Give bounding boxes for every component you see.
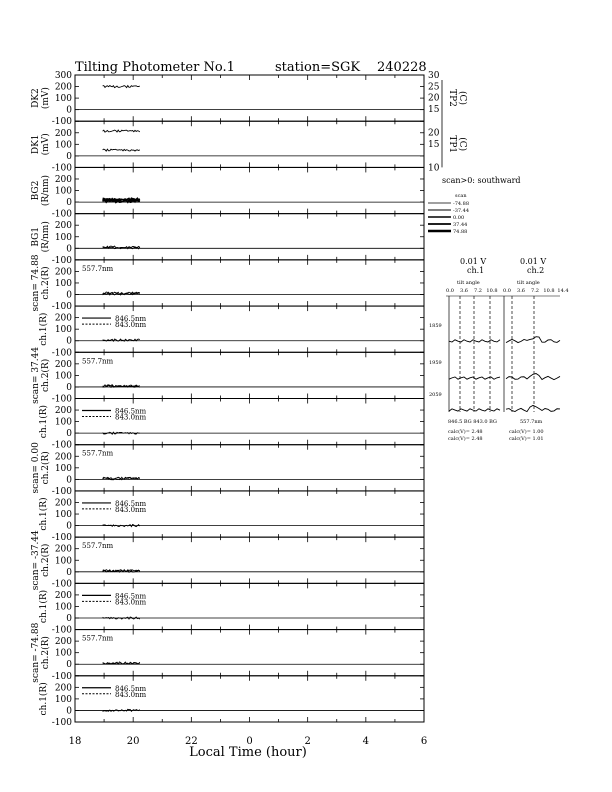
legend-title: scan>0: southward (442, 176, 521, 185)
calc1-b: calc(V)= 2.48 (448, 436, 483, 442)
y-tick-label: -100 (51, 255, 72, 266)
series-trace (103, 130, 140, 132)
tp1-label (447, 135, 468, 153)
panel-label (31, 347, 51, 404)
wavelength-annotation: 557.7nm (82, 542, 114, 551)
panel-7 (31, 347, 424, 405)
panel-label-line: ch.1(R) (39, 682, 49, 716)
tp1-label-line: (C) (457, 137, 467, 152)
x-tick-label: 4 (362, 736, 370, 747)
right-temperature-axis (428, 71, 468, 173)
panel-frame (75, 445, 424, 491)
y-tick-label: -100 (51, 394, 72, 405)
panel-frame (75, 121, 424, 167)
inset-row-label: 1859 (429, 323, 442, 329)
y-tick-label: -100 (51, 302, 72, 313)
tp2-label-line: TP2 (447, 89, 457, 107)
y-tick-label: 0 (66, 429, 72, 440)
panel-stack (31, 71, 424, 728)
y-tick-label: -100 (51, 671, 72, 682)
y-tick-label: 0 (66, 614, 72, 625)
panel-label-line: ch.2(R) (41, 543, 51, 577)
y-tick-label: 100 (54, 94, 72, 105)
x-tick-label: 6 (420, 736, 428, 747)
y-tick-label: -100 (51, 209, 72, 220)
y-tick-label: 100 (54, 371, 72, 382)
tp2-label-line: (C) (457, 91, 467, 105)
inset-row-label: 2059 (429, 392, 442, 398)
legend-entry: -37.44 (453, 208, 470, 214)
y-tick-label: 200 (54, 544, 72, 555)
panel-11 (31, 530, 424, 590)
panel-label (31, 133, 51, 155)
y-tick-label: -100 (51, 625, 72, 636)
y-tick-label: 100 (54, 556, 72, 567)
calc2-b: calc(V)= 1.01 (509, 436, 544, 442)
panel-label-line: ch.2(R) (41, 636, 51, 670)
panel-6 (38, 306, 424, 358)
legend-846-label: 846.5nm (115, 407, 147, 416)
x-tick-label: 20 (126, 736, 140, 747)
panel-label-line: (R/nm) (41, 221, 51, 253)
y-tick-label: 100 (54, 417, 72, 428)
bottom-ch2-label: 557.7nm (520, 419, 543, 425)
panel-4 (31, 214, 424, 266)
x-tick-label: 0 (246, 736, 253, 747)
panel-label-line: ch.1(R) (39, 404, 49, 439)
calibration-inset (429, 257, 569, 442)
ch1-tilt-tick: 7.2 (474, 288, 482, 294)
panel-label-line: ch.1(R) (39, 312, 49, 346)
legend-843-label: 843.0nm (115, 413, 147, 422)
legend-846-label: 846.5nm (115, 684, 147, 693)
tp2-tick-label: 15 (428, 105, 440, 115)
y-tick-label: 0 (66, 660, 72, 671)
panel-label (38, 590, 49, 623)
panel-label-line: ch.2(R) (41, 358, 51, 393)
legend-843-label: 843.0nm (115, 598, 147, 607)
legend-846-label: 846.5nm (115, 315, 147, 324)
inset-row-label: 1959 (429, 360, 442, 366)
calc1-a: calc(V)= 2.48 (448, 429, 483, 435)
panel-label (31, 442, 51, 494)
panel-frame (75, 75, 424, 121)
legend-entry: 0.00 (453, 215, 465, 221)
y-tick-label: -100 (51, 718, 72, 728)
panel-label (31, 254, 51, 311)
panel-8 (38, 399, 424, 451)
panel-2 (31, 121, 424, 173)
legend-843-label: 843.0nm (115, 690, 147, 699)
panel-label-line: scan= 0.00 (31, 442, 41, 494)
x-axis-label: Local Time (hour) (189, 745, 307, 760)
panel-label-line: ch.2(R) (41, 451, 51, 485)
y-tick-label: 0 (66, 336, 72, 347)
ch2-tilt-tick: 7.2 (531, 288, 539, 294)
y-tick-label: 100 (54, 602, 72, 613)
panel-label (38, 313, 49, 346)
panel-3 (31, 167, 424, 219)
inset-ch2-trace (506, 337, 560, 343)
y-tick-label: -100 (51, 163, 72, 174)
panel-label-line: scan= 74.88 (31, 254, 41, 312)
tp2-tick-label: 30 (428, 71, 440, 81)
y-tick-label: 200 (54, 267, 72, 278)
y-tick-label: -100 (51, 579, 72, 590)
y-tick-label: 100 (54, 140, 72, 151)
panel-label (38, 497, 49, 530)
y-tick-label: 0 (66, 706, 72, 717)
tp2-tick-label: 25 (428, 82, 440, 93)
y-tick-label: 200 (54, 683, 72, 694)
y-tick-label: 100 (54, 186, 72, 197)
date-label: 240228 (377, 60, 427, 75)
inset-ch1-trace (449, 340, 500, 342)
inset-ch2-trace (506, 405, 560, 411)
series-trace (103, 86, 140, 88)
y-tick-label: 200 (54, 590, 72, 601)
tp1-label-line: TP1 (447, 135, 457, 154)
panel-label (31, 622, 51, 682)
y-tick-label: 100 (54, 278, 72, 289)
bottom-ch1-label: 846.5 BG 843.0 BG (448, 419, 497, 425)
y-tick-label: 100 (54, 232, 72, 243)
panel-label-line: BG1 (31, 226, 41, 247)
legend-entry: 37.44 (453, 222, 468, 228)
y-tick-label: -100 (51, 440, 72, 451)
panel-frame (75, 352, 424, 398)
legend-entry: 74.88 (453, 229, 468, 235)
panel-frame (75, 630, 424, 676)
legend-843-label: 843.0nm (115, 321, 147, 330)
y-tick-label: 300 (54, 71, 72, 81)
panel-frame (75, 399, 424, 445)
panel-label (38, 682, 49, 715)
inset-ch1-trace (449, 377, 500, 379)
y-tick-label: 200 (54, 221, 72, 232)
panel-frame (75, 676, 424, 722)
panel-frame (75, 214, 424, 260)
panel-label (31, 221, 51, 252)
y-tick-label: 100 (54, 510, 72, 521)
x-tick-label: 18 (68, 736, 82, 747)
panel-frame (75, 260, 424, 306)
y-tick-label: 0 (66, 151, 72, 162)
panel-label-line: scan= -74.88 (31, 622, 41, 683)
panel-label-line: ch.1(R) (39, 497, 49, 531)
panel-5 (31, 254, 424, 312)
y-tick-label: -100 (51, 348, 72, 359)
y-tick-label: 200 (54, 128, 72, 139)
y-tick-label: 100 (54, 648, 72, 659)
y-tick-label: 200 (54, 498, 72, 509)
panel-label (38, 405, 49, 438)
wavelength-annotation: 557.7nm (82, 357, 114, 366)
y-tick-label: 0 (66, 521, 72, 532)
tp2-label (447, 89, 468, 107)
y-tick-label: 200 (54, 406, 72, 417)
chart-title: Tilting Photometer No.1 (75, 60, 235, 75)
legend-header: scan (455, 193, 467, 199)
tp2-tick-label: 20 (428, 93, 440, 104)
y-tick-label: 0 (66, 244, 72, 255)
panel-label-line: BG2 (31, 180, 41, 201)
series-trace (103, 149, 140, 151)
panel-frame (75, 491, 424, 537)
panel-12 (38, 583, 424, 635)
legend-846-label: 846.5nm (115, 499, 147, 508)
inset-ch2-trace (506, 374, 560, 380)
ch2-tilt-tick: 14.4 (557, 288, 569, 294)
tp1-tick-label: 20 (428, 128, 440, 139)
scan-legend (428, 176, 521, 235)
y-tick-label: 0 (66, 475, 72, 486)
panel-frame (75, 583, 424, 629)
panel-14 (38, 676, 424, 728)
y-tick-label: -100 (51, 486, 72, 497)
y-tick-label: 100 (54, 694, 72, 705)
panel-label (31, 530, 51, 590)
tp1-tick-label: 15 (428, 139, 440, 150)
legend-entry: -74.88 (453, 201, 470, 207)
y-tick-label: 0 (66, 290, 72, 301)
ch2-tilt-label: tilt angle (517, 280, 540, 286)
ch1-label: ch.1 (467, 266, 485, 275)
legend-846-label: 846.5nm (115, 592, 147, 601)
y-tick-label: 200 (54, 174, 72, 185)
y-tick-label: 200 (54, 637, 72, 648)
wavelength-annotation: 557.7nm (82, 264, 114, 273)
panel-13 (31, 622, 424, 682)
panel-label-line: (R/nm) (41, 174, 51, 207)
panel-label (31, 175, 51, 206)
x-tick-label: 2 (304, 736, 311, 747)
y-tick-label: 200 (54, 359, 72, 370)
panel-9 (31, 442, 424, 497)
panel-frame (75, 537, 424, 583)
ch2-tilt-tick: 10.8 (543, 288, 555, 294)
legend-843-label: 843.0nm (115, 505, 147, 514)
tp1-tick-label: 10 (428, 163, 440, 174)
panel-label-line: ch.1(R) (39, 589, 49, 624)
y-tick-label: -100 (51, 533, 72, 544)
y-tick-label: -100 (51, 117, 72, 128)
station-label: station=SGK (275, 60, 361, 75)
panel-label (31, 87, 51, 109)
series-trace (103, 525, 140, 527)
ch1-tilt-tick: 10.8 (486, 288, 498, 294)
y-tick-label: 0 (66, 105, 72, 116)
wavelength-annotation: 557.7nm (82, 634, 114, 643)
y-tick-label: 0 (66, 198, 72, 209)
ch1-tilt-label: tilt angle (457, 280, 480, 286)
calc2-a: calc(V)= 1.00 (509, 429, 544, 435)
ch1-scale: 0.01 V (460, 257, 487, 266)
ch2-tilt-tick: 3.6 (517, 288, 525, 294)
panel-label-line: DK1 (31, 134, 41, 155)
panel-label-line: (mV) (41, 87, 51, 110)
y-tick-label: 200 (54, 452, 72, 463)
panel-frame (75, 167, 424, 213)
wavelength-annotation: 557.7nm (82, 449, 114, 458)
ch2-label: ch.2 (527, 266, 545, 275)
panel-label-line: scan= 37.44 (31, 346, 41, 404)
x-tick-label: 22 (184, 736, 198, 747)
panel-label-line: DK2 (31, 88, 41, 108)
panel-10 (38, 491, 424, 543)
y-tick-label: 200 (54, 82, 72, 93)
panel-frame (75, 306, 424, 352)
y-tick-label: 100 (54, 325, 72, 336)
y-tick-label: 200 (54, 313, 72, 324)
y-tick-label: 0 (66, 382, 72, 393)
panel-label-line: ch.2(R) (41, 266, 51, 300)
y-tick-label: 0 (66, 567, 72, 578)
panel-label-line: (mV) (41, 133, 51, 156)
ch1-tilt-tick: 0.0 (446, 288, 454, 294)
ch1-tilt-tick: 3.6 (460, 288, 468, 294)
panel-1 (31, 71, 424, 127)
inset-ch1-trace (449, 409, 500, 411)
ch2-scale: 0.01 V (520, 257, 547, 266)
ch2-tilt-tick: 0.0 (503, 288, 511, 294)
panel-label-line: scan= -37.44 (31, 530, 41, 591)
y-tick-label: 100 (54, 463, 72, 474)
